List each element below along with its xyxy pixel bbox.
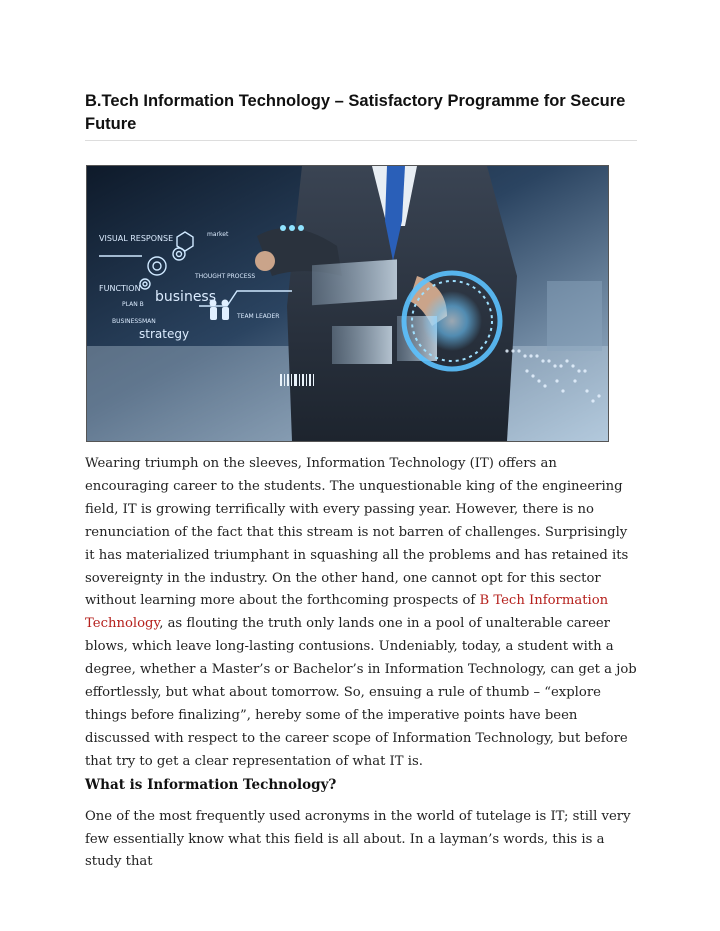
hero-image — [86, 165, 609, 442]
hud-label: TEAM LEADER — [237, 313, 280, 320]
paragraph — [85, 453, 640, 774]
article-title: B.Tech Information Technology – Satisfactory Programme for Secure Future — [85, 90, 637, 141]
hud-label: VISUAL RESPONSE — [99, 234, 174, 243]
article-body — [85, 453, 640, 874]
hud-label: strategy — [139, 327, 190, 341]
hud-label: BUSINESSMAN — [112, 318, 156, 325]
hud-label: market — [207, 231, 229, 238]
paragraph-text: , as flouting the truth only lands one in a pool of unalterable career blows, which leave long-lasting contusions. Undeniably, today, a student with a degree, whether a Master’s or Bachelor’s in Information Technology, can get a job effortlessly, but what about tomorrow. So, ensuing a rule of thumb – “explore things before finalizing”, hereby some of the imperative points have been discussed with respect to the career scope of Information Technology, but before that try to get a clear representation of what IT is. — [85, 616, 637, 769]
paragraph-text: Wearing triumph on the sleeves, Information Technology (IT) offers an encouraging career to the students. The unquestionable king of the engineering field, IT is growing terrifically with every passing year. However, there is no renunciation of the fact that this stream is not barren of challenges. Surprisingly it has materialized triumphant in squashing all the problems and has retained its sovereignty in the industry. On the other hand, one cannot opt for this sector without learning more about the forthcoming prospects of — [85, 456, 629, 609]
hud-label: PLAN B — [122, 301, 144, 308]
section-heading: What is Information Technology? — [85, 776, 337, 793]
hud-label: FUNCTION — [99, 284, 141, 293]
paragraph: One of the most frequently used acronyms in the world of tutelage is IT; still very few essentially know what this field is all about. In a layman’s words, this is a study that — [85, 808, 631, 870]
b-tech-it-link[interactable]: B Tech Information Technology — [85, 593, 609, 632]
hud-label: THOUGHT PROCESS — [195, 273, 256, 280]
hud-label: business — [155, 289, 217, 305]
